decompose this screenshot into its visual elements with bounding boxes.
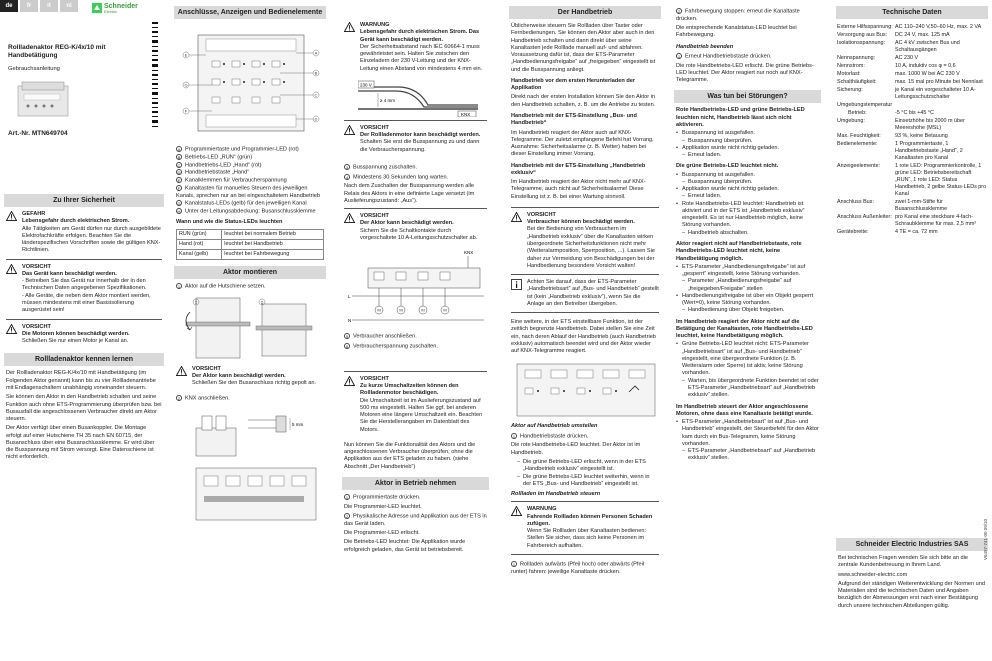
caution-title: VORSICHT Das Gerät kann beschädigt werden. xyxy=(22,263,117,277)
subheading: Rollladen im Handbetrieb steuern xyxy=(511,491,601,498)
paragraph: Im Handbetrieb reagiert der Aktor nicht mehr auf KNX-Telegramme, auch nicht auf Sicherheitsalarme! Diese Einstellung ist z. B. bei einer Wartung sinnvoll. xyxy=(511,179,646,200)
warning-triangle-icon xyxy=(344,125,356,154)
brand-logo xyxy=(92,2,138,14)
caution-device xyxy=(6,264,162,315)
legend-list xyxy=(176,146,324,215)
list-item: – ETS-Parameter „Handbetriebsart“ auf „Handbetrieb exklusiv“ stellen. xyxy=(676,448,819,463)
column-6 xyxy=(832,0,992,661)
warning-triangle-icon xyxy=(344,22,356,73)
step: 3 Busspannung zuschalten. xyxy=(345,164,418,171)
caution-title: VORSICHT Zu kurze Umschaltzeiten können den Rollladenmotor beschädigen. xyxy=(360,375,459,397)
svg-text:F: F xyxy=(184,108,188,114)
subheading: Aktor auf Handbetrieb umstellen xyxy=(511,423,598,430)
problem-list xyxy=(676,172,819,237)
caution-fuse xyxy=(344,213,487,242)
column-3 xyxy=(338,0,493,661)
warning-title: GEFAHR Lebensgefahr durch elektrischen Strom. xyxy=(22,211,130,225)
learn-paragraph: Sie können den Aktor in den Handbetrieb schalten und seine Funktion auch ohne ETS-Programmierung überprüfen bzw. bei Busausfall die angeschlossenen Verbraucher direkt am Aktor steuern. xyxy=(6,394,162,423)
step: 1 Programmiertaste drücken. xyxy=(345,494,421,501)
lang-tab-nl[interactable]: nl xyxy=(60,0,78,12)
legend-item: H Unter der Leitungsabdeckung: Busanschlussklemme xyxy=(177,208,316,215)
distance-label: ≥ 4 mm xyxy=(380,97,395,103)
paragraph: Nun können Sie die Funktionalität des Aktors und die angeschlossenen Verbraucher überprüfen, ohne die Applikation aus der ETS geladen zu haben. (siehe Abschnitt „Der Handbetrieb“) xyxy=(344,441,476,470)
subheading: Handbetrieb mit der ETS-Einstellung „Bus- und Handbetrieb“ xyxy=(511,113,637,127)
website-link[interactable]: www.schneider-electric.com xyxy=(838,571,908,578)
list-item: – Busspannung überprüfen. xyxy=(676,179,819,186)
problem-title: Aktor reagiert nicht auf Handbetriebstaste, rote Handbetriebs-LED leuchtet nicht, keine Handbetätigung möglich. xyxy=(676,240,802,262)
knx-label: KNX xyxy=(461,111,471,117)
language-tabs xyxy=(0,0,168,15)
divider xyxy=(6,319,162,320)
problem-title: Die grüne Betriebs-LED leuchtet nicht. xyxy=(676,163,779,170)
step: 2 KNX anschließen. xyxy=(177,395,230,402)
troubleshooting-header: Was tun bei Störungen? xyxy=(674,90,821,103)
table-row: Anschluss Außenleiter: pro Kanal eine steckbare 4-fach-Schraubklemme für max. 2,5 mm² xyxy=(837,213,977,227)
manual-header: Der Handbetrieb xyxy=(509,6,661,19)
warning-electric xyxy=(344,22,487,73)
svg-text:1: 1 xyxy=(194,299,198,305)
warning-triangle-icon xyxy=(176,366,188,388)
problem-title: Im Handbetrieb steuert der Aktor angeschlossene Motoren, ohne dass eine Kanaltaste betätigt wurde. xyxy=(676,403,813,417)
table-row: Motorlast: max. 1000 W bei AC 230 V xyxy=(837,70,960,77)
svg-text:B: B xyxy=(314,70,318,76)
divider xyxy=(511,554,659,555)
svg-text:2: 2 xyxy=(260,299,264,305)
table-row: Betrieb: -5 °C bis +45 °C xyxy=(848,109,934,116)
operation-header: Aktor in Betrieb nehmen xyxy=(342,477,489,490)
list-item: • ETS-Parameter „Handbedienungsfreigabe“ ist auf „gesperrt“ eingestellt, keine Störung vorhanden. xyxy=(676,264,819,279)
divider xyxy=(511,207,659,208)
step: 1 Handbetriebstaste drücken. xyxy=(512,433,589,440)
tech-header: Technische Daten xyxy=(836,6,988,19)
result-list xyxy=(511,459,659,488)
warning-triangle-icon xyxy=(511,506,523,550)
problem-title: Im Handbetrieb reagiert der Aktor nicht auf die Betätigung der Kanaltasten, rote Handbetriebs-LED leuchtet, keine Handbetätigung möglich. xyxy=(676,318,813,340)
warning-triangle-icon xyxy=(511,212,523,270)
table-row: Kanal (gelb) leuchtet bei Fahrbewegung xyxy=(177,249,324,259)
svg-text:M: M xyxy=(443,307,447,313)
brand-sub: Electric xyxy=(104,9,118,15)
learn-header: Rollladenaktor kennen lernen xyxy=(4,353,164,366)
result: Die Programmier-LED erlischt. xyxy=(344,530,420,537)
column-4 xyxy=(505,0,665,661)
caution-consumers xyxy=(511,212,659,270)
column-1 xyxy=(0,0,168,661)
warning-title: WARNUNG Fahrende Rollladen können Personen Schaden zufügen. xyxy=(527,506,653,527)
device-diagram xyxy=(176,23,324,143)
neutral-label: N xyxy=(348,318,352,324)
barcode xyxy=(152,22,160,132)
mount-header: Aktor montieren xyxy=(174,266,326,279)
warning-text: Wenn Sie Rollladen über Kanaltasten bedienen: Stellen Sie sicher, dass sich keine Personen im Fahrbereich aufhalten. xyxy=(527,528,647,549)
warning-text: Alle Tätigkeiten am Gerät dürfen nur durch ausgebildete Elektrofachkräfte erfolgen. Beachten Sie die länderspezifischen Vorschriften sowie die gültigen KNX-Richtlinien. xyxy=(22,225,161,254)
lang-tab-de[interactable]: de xyxy=(0,0,18,12)
wiring-diagram xyxy=(344,246,487,330)
legend-item: E Kanalklemmen für Verbraucherspannung xyxy=(177,177,287,184)
warning-danger xyxy=(6,211,162,255)
caution-text: Schließen Sie den Busanschluss richtig gepolt an. xyxy=(192,380,317,387)
paragraph: Üblicherweise steuern Sie Rollladen über Taster oder Fernbedienungen. Sie können den Aktor aber auch in den Handbetrieb schalten und dann direkt über seine Kanaltasten jede Rolllade manuell auf- und abfahren. Voraussetzung dafür ist, dass der ETS-Parameter „Handbedienungsfreigabe“ auf „freigegeben“ eingestellt ist und die Busspannung anliegt. xyxy=(511,23,656,73)
table-row: Nennspannung: AC 230 V xyxy=(837,54,919,61)
svg-text:M: M xyxy=(399,307,403,313)
legend-item: D Handbetriebstaste „Hand“ xyxy=(177,169,250,176)
svg-text:M: M xyxy=(377,307,381,313)
caution-text: Sichern Sie die Schaltkontakte durch vorgeschaltete 10 A-Leitungsschutzschalter ab. xyxy=(360,227,478,242)
list-item: • Applikation wurde nicht richtig geladen. xyxy=(676,186,819,193)
caution-motor xyxy=(344,125,487,154)
svg-text:M: M xyxy=(421,307,425,313)
divider xyxy=(511,501,659,502)
subtitle: Gebrauchsanleitung xyxy=(8,66,60,72)
svg-text:G: G xyxy=(184,82,188,88)
list-item: • Rote Handbetriebs-LED leuchtet: Handbetrieb ist aktiviert und in der ETS ist „Handbetrieb exklusiv“ eingestellt. Es ist nur Handbetrieb möglich, keine Störung vorhanden. xyxy=(676,201,819,230)
legend-item: G Kanalstatus-LEDs (gelb) für den jeweiligen Kanal xyxy=(177,200,307,207)
step: 1 Aktor auf die Hutschiene setzen. xyxy=(177,283,266,290)
list-item: – Die grüne Betriebs-LED leuchtet weiterhin, wenn in der ETS „Bus- und Handbetrieb“ eingestellt ist. xyxy=(511,474,659,489)
warning-text: Der Sicherheitsabstand nach IEC 60664-1 muss gewährleistet sein. Halten Sie zwischen den Einzeladern der 230 V-Leitung und der KNX-Leitung einen Abstand von mindestens 4 mm ein. xyxy=(360,43,483,72)
info-note xyxy=(511,279,659,308)
list-item: • Handbedienungsfreigabe ist über ein Objekt gesperrt (Wert=0), keine Störung vorhanden. xyxy=(676,293,819,308)
subheading: Handbetrieb beenden xyxy=(676,43,734,50)
divider xyxy=(344,120,487,121)
column-5 xyxy=(670,0,825,661)
step: 4 Mindestens 30 Sekunden lang warten. xyxy=(345,174,449,181)
document-code: V6497-741-00 09/10 xyxy=(983,518,988,560)
paragraph: Direkt nach der ersten Installation können Sie den Aktor in den Handbetrieb schalten, z. B. um die Antriebe zu testen. xyxy=(511,94,656,108)
warning-triangle-icon xyxy=(344,213,356,242)
table-row: Schalthäufigkeit: max. 15 mal pro Minute bei Nennlast xyxy=(837,78,983,85)
problem-list xyxy=(676,264,819,315)
article-number: Art.-Nr. MTN649704 xyxy=(8,130,68,137)
legend-item: F Kanaltasten für manuelles Steuern des jeweiligen Kanals, sprechen nur an bei eingeschaltetem Handbetrieb xyxy=(176,185,320,199)
problem-list xyxy=(676,130,819,159)
list-item: – Parameter „Handbedienungsfreigabe“ auf „freigegeben/Freigabe“ stellen xyxy=(676,278,819,293)
list-item: – Erneut laden. xyxy=(676,193,819,200)
subheading: Handbetrieb vor dem ersten Herunterladen der Applikation xyxy=(511,77,636,92)
dimension-label: 5 mm xyxy=(292,422,304,428)
caution-title: VORSICHT Der Rollladenmotor kann beschädigt werden. xyxy=(360,124,481,139)
paragraph: Eine weitere, in der ETS einstellbare Funktion, ist der zeitlich begrenzte Handbetrieb. Dabei stellen Sie eine Zeit ein, nach deren Ablauf der Handbetrieb (auch Handbetrieb exklusiv) automatisch beendet wird und der Aktor wieder auf KNX-Telegramme reagiert. xyxy=(511,319,656,355)
result: Die rote Handbetriebs-LED leuchtet. Der Aktor ist im Handbetrieb. xyxy=(511,442,641,456)
list-item: – Handbetrieb abschalten. xyxy=(676,230,819,237)
caution-title: VORSICHT Verbraucher können beschädigt werden. xyxy=(527,211,635,226)
divider xyxy=(511,312,659,313)
result: Die rote Handbetriebs-LED erlischt. Die grüne Betriebs-LED leuchtet. Der Aktor reagiert nur noch auf KNX-Telegramme. xyxy=(676,62,814,84)
caution-text: Bei der Bedienung von Verbrauchern im „Handbetrieb exklusiv“ über die Kanaltasten wirken übergeordnete Sicherheitsfunktionen nicht mehr (Wetteralarmposition, Sperrposition, ...). Lassen Sie daher zur Vermeidung von Beschädigungen bei der Handbedienung besondere Vorsicht walten! xyxy=(527,226,655,269)
caution-title: VORSICHT Der Aktor kann beschädigt werden. xyxy=(360,213,454,227)
line-label: L xyxy=(348,294,351,300)
company-header: Schneider Electric Industries SAS xyxy=(836,538,988,551)
table-row: Sicherung: je Kanal ein vorgeschalteter 10 A-Leitungsschutzschalter xyxy=(837,86,976,100)
product-title: Rollladenaktor REG-K/4x/10 mit Handbetätigung xyxy=(8,44,106,60)
subheading: Handbetrieb mit der ETS-Einstellung „Handbetrieb exklusiv“ xyxy=(511,162,646,176)
step: 2 Fahrbewegung stoppen: erneut die Kanaltaste drücken. xyxy=(676,8,800,22)
table-row: Gerätebreite: 4 TE = ca. 72 mm xyxy=(837,229,938,236)
result: Die Programmier-LED leuchtet. xyxy=(344,503,422,510)
step: 1 Rollladen aufwärts (Pfeil hoch) oder abwärts (Pfeil runter) fahren: jeweilige Kanaltaste drücken. xyxy=(511,561,645,575)
divider xyxy=(344,208,487,209)
caution-switchtime xyxy=(344,376,487,434)
distance-diagram xyxy=(358,77,487,117)
knx-label: KNX xyxy=(464,250,474,256)
status-title: Wann und wie die Status-LEDs leuchten xyxy=(176,219,283,226)
manual-diagram xyxy=(511,358,659,420)
list-item: – Die grüne Betriebs-LED erlischt, wenn in der ETS „Handbetrieb exklusiv“ eingestellt ist. xyxy=(511,459,659,474)
caution-title: VORSICHT Der Aktor kann beschädigt werden. xyxy=(192,365,286,379)
step: 2 Physikalische Adresse und Applikation aus der ETS in das Gerät laden. xyxy=(344,513,487,527)
table-row: Umgebungstemperatur xyxy=(837,101,893,108)
lang-tab-fr[interactable]: fr xyxy=(20,0,38,12)
legend-item: B Betriebs-LED „RUN“ (grün) xyxy=(177,154,253,161)
legend-item: A Programmiertaste und Programmier-LED (rot) xyxy=(177,146,299,153)
caution-text: Die Umschaltzeit ist im Auslieferungszustand auf 500 ms eingestellt. Halten Sie ggf. bei anderen Motoren eine längere Umschaltzeit ein. Beachten Sie die Herstellerangaben im Datenblatt des Motors. xyxy=(360,397,483,433)
caution-text: Schalten Sie erst die Busspannung zu und dann die Verbraucherspannung. xyxy=(360,139,480,153)
knx-diagram xyxy=(176,406,324,526)
caution-title: VORSICHT Die Motoren können beschädigt werden. xyxy=(22,323,130,337)
table-row: Anzeigeelemente: 1 rote LED: Programmierkontrolle, 1 grüne LED: Betriebsbereitschaft „RUN“, 1 rote LED: Status Handbetrieb, 2 gelbe Status-LEDs pro Kanal xyxy=(837,162,987,197)
list-item: • Applikation wurde nicht richtig geladen. xyxy=(676,145,819,152)
list-item: – Warten, bis übergeordnete Funktion beendet ist oder ETS-Parameter „Handbetriebsart“ auf „Handbetrieb exklusiv“ stellen. xyxy=(676,378,819,400)
learn-paragraph: Der Rollladenaktor REG-K/4x/10 mit Handbetätigung (im Folgenden Aktor genannt) kann bis zu vier Rollladenantriebe mit Endlagenschaltern unabhängig voneinander steuern. xyxy=(6,370,156,391)
caution-bus xyxy=(176,366,324,388)
svg-text:E: E xyxy=(184,52,188,58)
connections-header: Anschlüsse, Anzeigen und Bedienelemente xyxy=(174,6,326,19)
learn-paragraph: Der Aktor verfügt über einen Busankoppler. Die Montage erfolgt auf einer Hutschiene TH 35 nach EN 60715, der Busanschluss über eine Busanschlussklemme. Er wird über die Busspannung mit Strom versorgt. Eine Datenschiene ist nicht erforderlich. xyxy=(6,425,155,461)
warning-triangle-icon xyxy=(344,376,356,434)
result: Die Betriebs-LED leuchtet: Die Applikation wurde erfolgreich geladen, das Gerät ist betriebsbereit. xyxy=(344,539,466,553)
status-table xyxy=(176,229,324,260)
info-text: Achten Sie darauf, dass der ETS-Parameter „Handbetriebsart“ auf „Bus- und Handbetrieb“ gestellt ist (kein „Handbetrieb exklusiv“), wenn Sie die Anlage an den Betreiber übergeben. xyxy=(527,279,659,307)
table-row: Hand (rot) leuchtet bei Handbetrieb xyxy=(177,239,324,249)
table-row: Versorgung aus Bus: DC 24 V, max. 125 mA xyxy=(837,31,950,38)
table-row: Max. Feuchtigkeit: 93 %, keine Betauung xyxy=(837,132,948,139)
table-row: RUN (grün) leuchtet bei normalem Betrieb xyxy=(177,229,324,239)
result: Die entsprechende Kanalstatus-LED leuchtet bei Fahrbewegung. xyxy=(676,25,797,39)
lang-tab-it[interactable]: it xyxy=(40,0,58,12)
device-image xyxy=(14,80,74,118)
list-item: • Grüne Betriebs-LED leuchtet nicht: ETS-Parameter „Handbetriebsart“ ist auf „Bus- und Handbetrieb“ eingestellt, eine übergeordnete Funktion (z. B. Wetteralarm oder Sperre) ist aktiv, keine Störung vorhanden. xyxy=(676,341,819,377)
warning-triangle-icon xyxy=(6,264,18,315)
list-item: – Handbedienung über Objekt freigeben. xyxy=(676,307,819,314)
svg-text:D: D xyxy=(314,116,318,122)
svg-text:A: A xyxy=(314,50,318,56)
mount-diagram xyxy=(176,294,324,362)
list-item: – Busspannung überprüfen. xyxy=(676,138,819,145)
legend-item: C Handbetriebs-LED „Hand“ (rot) xyxy=(177,162,262,169)
step: 1 Erneut Handbetriebstaste drücken. xyxy=(677,53,772,60)
list-item: • ETS-Parameter „Handbetriebsart“ ist auf „Bus- und Handbetrieb“ eingestellt, der Steuerbefehl für den Aktor kam durch ein Bus-Telegramm, keine Störung vorhanden. xyxy=(676,419,819,448)
table-row: Anschluss Bus: zwei 1-mm-Stifte für Busanschlussklemme xyxy=(837,198,948,212)
divider xyxy=(6,259,162,260)
logo-icon xyxy=(92,3,102,13)
caution-text: - Betreiben Sie das Gerät nur innerhalb der in den Technischen Daten angegebenen Spezifikationen. - Alle Geräte, die neben dem Aktor montiert werden, müssen mindestens mit einer Basisisolierung ausgerüstet sein! xyxy=(22,278,151,314)
step: 6 Verbraucherspannung zuschalten. xyxy=(345,343,438,350)
problem-title: Rote Handbetriebs-LED und grüne Betriebs-LED leuchten nicht, Handbetrieb lässt sich nicht aktivieren. xyxy=(676,107,805,128)
table-row: Nennstrom: 10 A, induktiv cos φ = 0,6 xyxy=(837,62,956,69)
tech-table xyxy=(836,23,988,236)
table-row: Isolationsspannung: AC 4 kV zwischen Bus und Schaltausgängen xyxy=(837,39,960,53)
table-row: Umgebung: Einsetzhöhe bis 2000 m über Meereshöhe (MSL) xyxy=(837,117,965,131)
caution-text: Schließen Sie nur einen Motor je Kanal an. xyxy=(22,338,129,345)
svg-text:C: C xyxy=(314,92,318,98)
caution-motors xyxy=(6,324,162,346)
warning-title: WARNUNG Lebensgefahr durch elektrischen Strom. Das Gerät kann beschädigt werden. xyxy=(360,22,480,43)
warning-triangle-icon xyxy=(6,211,18,255)
problem-list xyxy=(676,341,819,399)
table-row: Bedienelemente: 1 Programmiertaste, 1 Handbetriebstaste „Hand“, 2 Kanaltasten pro Kanal xyxy=(837,140,963,161)
voltage-label: 230 V xyxy=(360,82,372,88)
paragraph: Bei technischen Fragen wenden Sie sich bitte an die zentrale Kundenbetreuung in Ihrem Land. xyxy=(838,555,968,569)
brand-name: Schneider xyxy=(104,3,138,10)
list-item: – Erneut laden. xyxy=(676,152,819,159)
step: 5 Verbraucher anschließen. xyxy=(345,333,417,340)
table-row: Externe Hilfsspannung: AC 110–240 V,50–60 Hz, max. 2 VA xyxy=(837,23,982,30)
warning-triangle-icon xyxy=(6,324,18,346)
paragraph: Nach dem Zuschalten der Busspannung werden alle Relais des Aktors in eine definierte Lage versetzt (im Auslieferungszustand: „Aus“). xyxy=(344,183,475,204)
problem-list xyxy=(676,419,819,463)
list-item: • Busspannung ist ausgefallen. xyxy=(676,130,819,137)
warning-rollers xyxy=(511,506,659,550)
divider xyxy=(344,371,487,372)
column-2 xyxy=(170,0,330,661)
divider xyxy=(511,274,659,275)
list-item: • Busspannung ist ausgefallen. xyxy=(676,172,819,179)
paragraph: Aufgrund der ständigen Weiterentwicklung der Normen und Materialien sind die technischen Daten und Angaben bezüglich der Abmessungen erst nach einer Bestätigung durch unsere technischen Abteilungen gültig. xyxy=(838,580,985,609)
safety-header: Zu Ihrer Sicherheit xyxy=(4,194,164,207)
paragraph: Im Handbetrieb reagiert der Aktor auch auf KNX-Telegramme. Der zuletzt empfangene Befehl hat Vorrang. Ausnahme: Sicherheitsalarme (z. B. Wetter) haben bei dieser Einstellung immer Vorrang. xyxy=(511,129,654,158)
info-icon xyxy=(511,279,523,308)
